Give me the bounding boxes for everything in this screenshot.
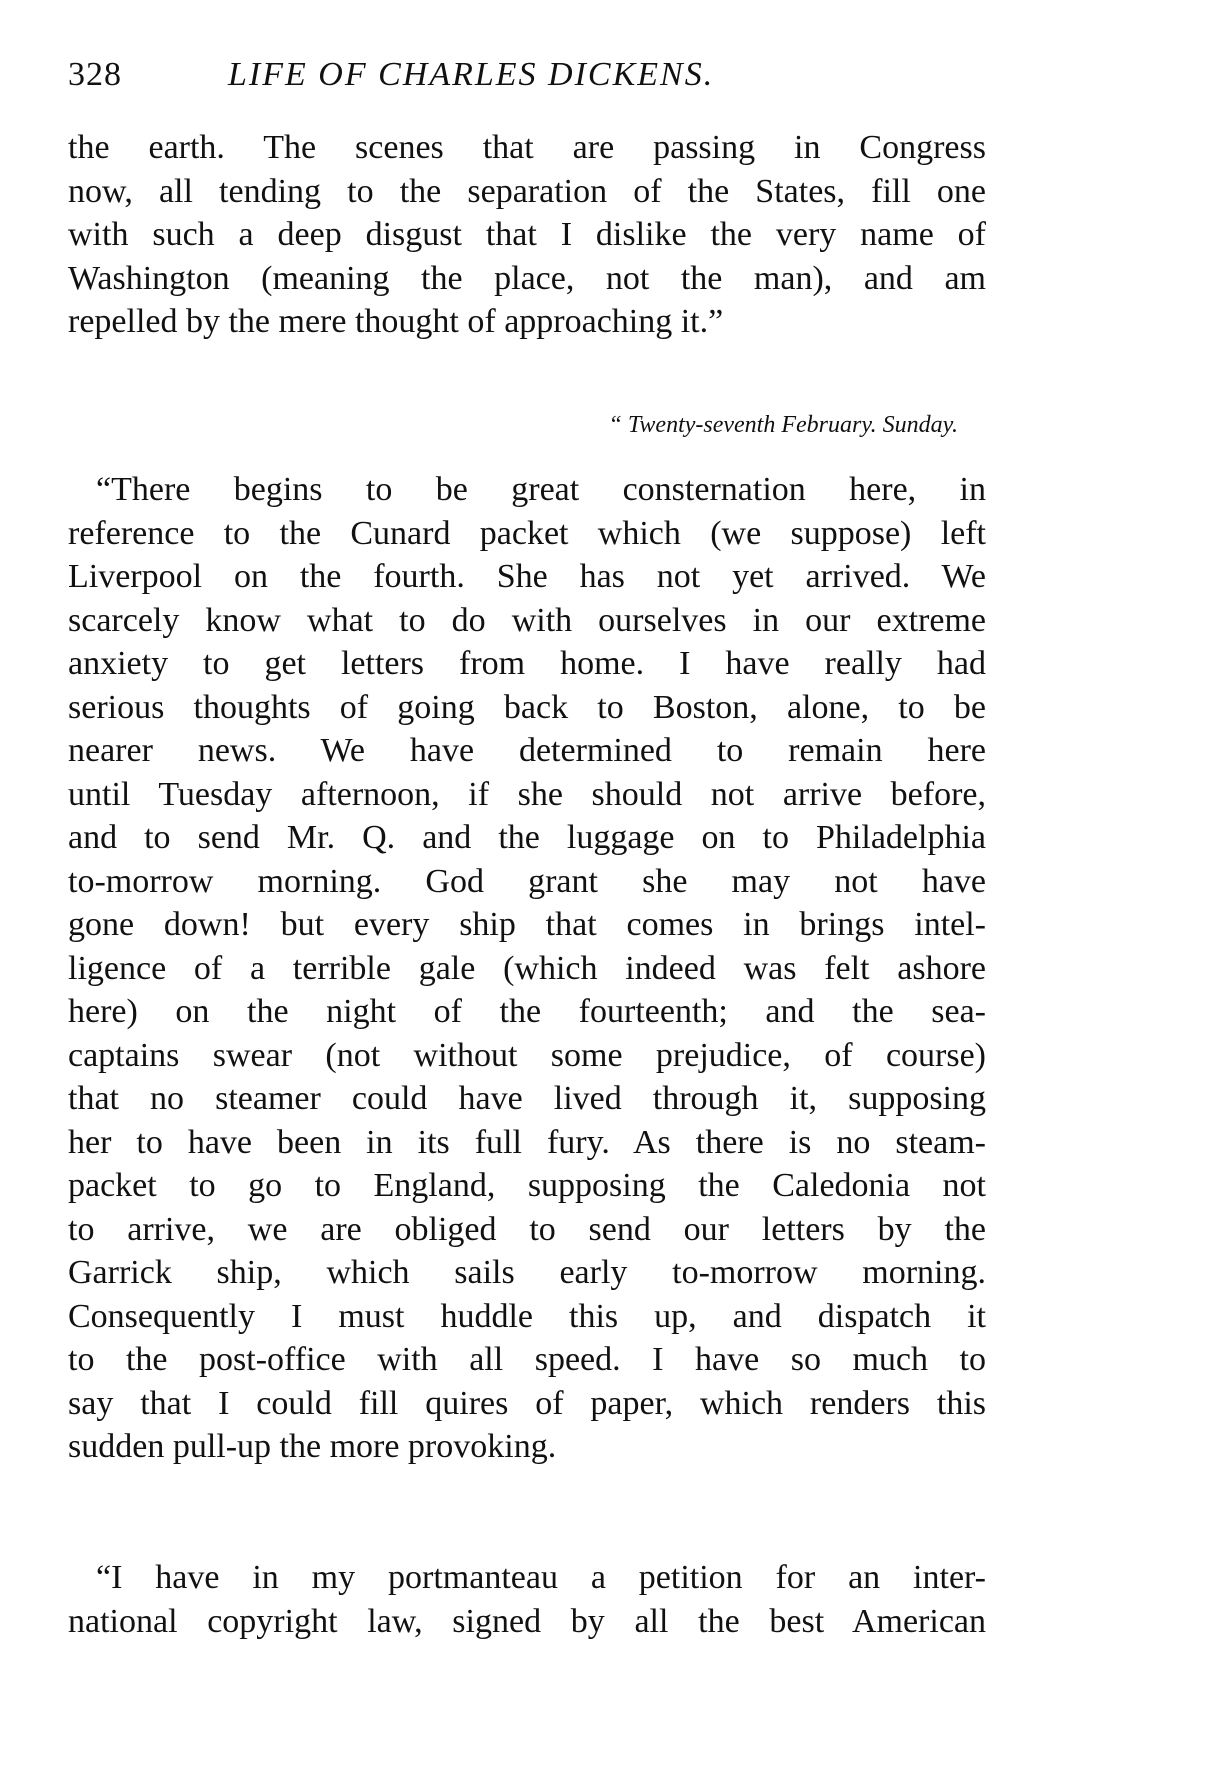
text-line: say that I could fill quires of paper, which renders this — [68, 1384, 986, 1422]
text-line: to-morrow morning. God grant she may not have — [68, 862, 986, 900]
text-line: scarcely know what to do with ourselves in our extreme — [68, 601, 986, 639]
letter-dateline: “ Twenty-seventh February. Sunday. — [608, 412, 958, 438]
text-line: “I have in my portmanteau a petition for an inter- — [96, 1559, 986, 1596]
text-line: gone down! but every ship that comes in brings intel- — [68, 906, 986, 943]
page-number: 328 — [68, 56, 122, 93]
text-line: here) on the night of the fourteenth; and the sea- — [68, 993, 986, 1030]
text-line: captains swear (not without some prejudice, of course) — [68, 1036, 986, 1074]
text-line: “There begins to be great consternation here, in — [96, 471, 986, 508]
page-header — [68, 56, 968, 106]
text-line: that no steamer could have lived through it, supposing — [68, 1080, 986, 1117]
paragraph-2 — [68, 468, 986, 1469]
text-line: Washington (meaning the place, not the man), and am — [68, 259, 986, 297]
text-line: until Tuesday afternoon, if she should not arrive before, — [68, 775, 986, 813]
text-line: anxiety to get letters from home. I have really had — [68, 645, 986, 682]
text-line: sudden pull-up the more provoking. — [68, 1428, 557, 1465]
text-line: Liverpool on the fourth. She has not yet arrived. We — [68, 558, 986, 595]
text-line: packet to go to England, supposing the Caledonia not — [68, 1167, 986, 1204]
text-line: serious thoughts of going back to Boston, alone, to be — [68, 688, 986, 726]
running-head: LIFE OF CHARLES DICKENS. — [228, 56, 715, 93]
text-line: repelled by the mere thought of approaching it.” — [68, 303, 724, 340]
text-line: national copyright law, signed by all the best American — [68, 1602, 986, 1640]
text-line: Garrick ship, which sails early to-morrow morning. — [68, 1254, 986, 1291]
text-line: with such a deep disgust that I dislike the very name of — [68, 216, 986, 253]
text-line: to the post-office with all speed. I have so much to — [68, 1341, 986, 1378]
text-line: her to have been in its full fury. As there is no steam- — [68, 1123, 986, 1161]
text-line: ligence of a terrible gale (which indeed was felt ashore — [68, 949, 986, 987]
text-line: now, all tending to the separation of the States, fill one — [68, 172, 986, 210]
text-line: Consequently I must huddle this up, and dispatch it — [68, 1297, 986, 1335]
paragraph-3 — [68, 1556, 986, 1643]
paragraph-1 — [68, 126, 986, 344]
text-line: to arrive, we are obliged to send our letters by the — [68, 1210, 986, 1248]
text-line: and to send Mr. Q. and the luggage on to Philadelphia — [68, 819, 986, 856]
text-line: reference to the Cunard packet which (we suppose) left — [68, 514, 986, 552]
text-line: the earth. The scenes that are passing in Congress — [68, 129, 986, 166]
text-line: nearer news. We have determined to remain here — [68, 732, 986, 769]
